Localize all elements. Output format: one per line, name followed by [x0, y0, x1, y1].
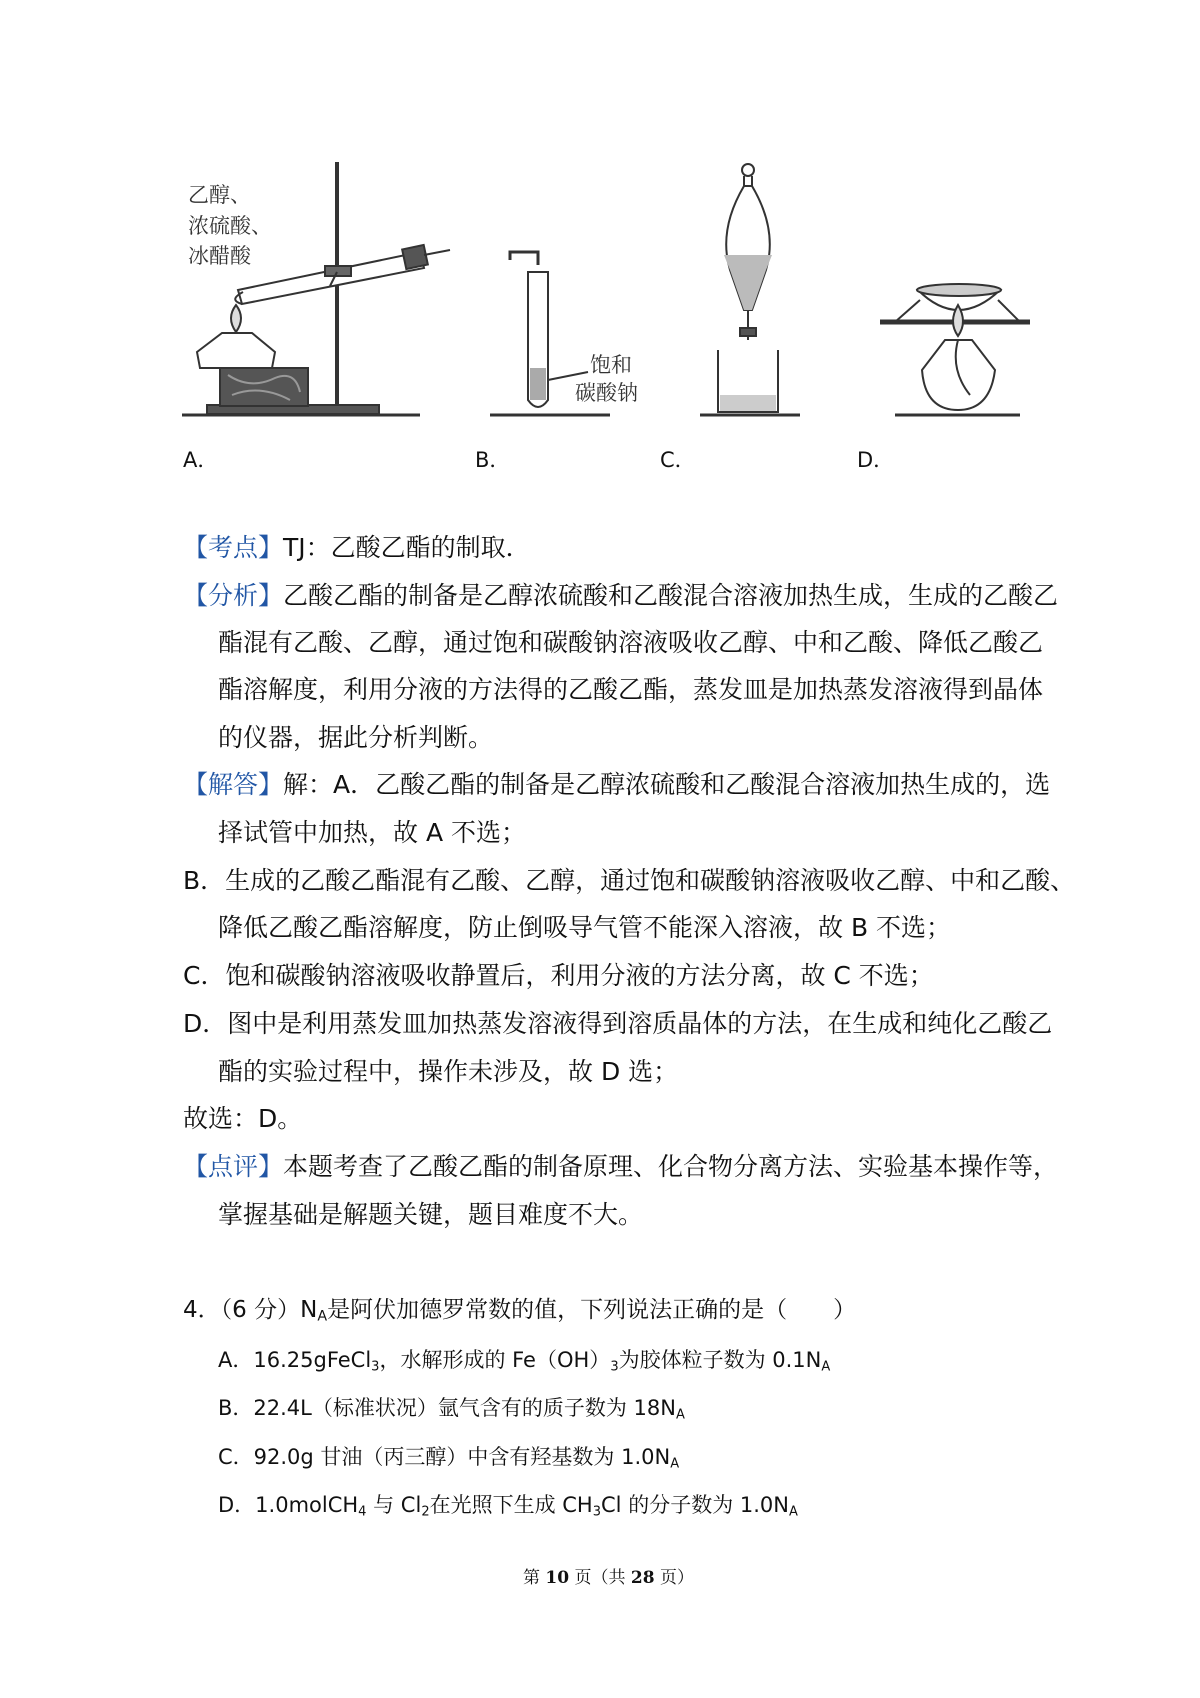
option-d-analysis-1: D．图中是利用蒸发皿加热蒸发溶液得到溶质晶体的方法，在生成和纯化乙酸乙: [183, 1009, 1053, 1038]
label-a-line2: 浓硫酸、: [188, 214, 272, 238]
apparatus-drawing: [0, 0, 1200, 440]
q4-number: 4．: [183, 1297, 221, 1323]
q4-option-c-text: C．92.0g 甘油（丙三醇）中含有羟基数为 1.0N: [218, 1445, 671, 1469]
q4-option-b-sub: A: [675, 1407, 685, 1423]
q4-option-d-sub-4: A: [788, 1504, 798, 1520]
q4-option-a: [218, 1347, 830, 1373]
apparatus-figure: [0, 0, 1200, 440]
q4-option-a-text-1: A．16.25gFeCl: [218, 1348, 372, 1372]
jieda-tag: 【解答】: [183, 770, 284, 799]
q4-option-c: [218, 1444, 679, 1470]
q4-option-d-sub-3: 3: [592, 1504, 602, 1520]
q4-option-a-sub-3: A: [821, 1359, 831, 1375]
figure-option-d: D．: [857, 448, 895, 472]
answer-line: 故选：D。: [183, 1104, 303, 1133]
option-b-analysis-2: 降低乙酸乙酯溶解度，防止倒吸导气管不能深入溶液，故 B 不选；: [218, 913, 952, 942]
footer-total-pages: 28: [630, 1568, 655, 1588]
apparatus-c: [700, 164, 800, 415]
fenxi-tag: 【分析】: [183, 581, 284, 610]
q4-option-b-text: B．22.4L（标准状况）氩气含有的质子数为 18N: [218, 1396, 676, 1420]
footer-page-number: 10: [545, 1568, 570, 1588]
figure-option-a: A．: [183, 448, 219, 472]
label-a-line3: 冰醋酸: [188, 244, 251, 268]
fenxi-text-4: 的仪器，据此分析判断。: [218, 723, 494, 752]
q4-option-d-text-3: 在光照下生成 CH: [429, 1493, 593, 1517]
fenxi-text-2: 酯混有乙酸、乙醇，通过饱和碳酸钠溶液吸收乙醇、中和乙酸、降低乙酸乙: [218, 628, 1044, 657]
q4-option-a-text-3: 为胶体粒子数为 0.1N: [618, 1348, 822, 1372]
footer-pre: 第: [523, 1568, 546, 1588]
figure-option-b: B．: [475, 448, 511, 472]
jieda-text-2: 择试管中加热，故 A 不选；: [218, 818, 526, 847]
page-footer: [523, 1563, 694, 1588]
q4-score: （6 分）: [220, 1297, 301, 1323]
kaodian-text: TJ：乙酸乙酯的制取．: [283, 533, 531, 562]
jieda-line-1: [183, 769, 1050, 801]
label-b-line2: 碳酸钠: [575, 381, 638, 405]
footer-mid: 页（共: [569, 1568, 631, 1588]
kaodian-tag: 【考点】: [183, 533, 284, 562]
fenxi-line-1: [183, 580, 1058, 612]
dianping-tag: 【点评】: [183, 1152, 284, 1181]
q4-option-d: [218, 1492, 798, 1518]
label-a-line1: 乙醇、: [188, 183, 251, 207]
fenxi-text-3: 酯溶解度，利用分液的方法得的乙酸乙酯，蒸发皿是加热蒸发溶液得到晶体: [218, 675, 1044, 704]
dianping-text-2: 掌握基础是解题关键，题目难度不大。: [218, 1200, 644, 1229]
q4-option-d-text-2: 与 Cl: [366, 1493, 422, 1517]
q4-na: N: [300, 1297, 318, 1323]
q4-option-d-text-1: D．1.0molCH: [218, 1493, 359, 1517]
q4-option-d-sub-1: 4: [358, 1504, 367, 1520]
figure-option-c: C．: [660, 448, 696, 472]
q4-option-a-text-2: ，水解形成的 Fe（OH）: [379, 1348, 611, 1372]
q4-option-a-sub-1: 3: [371, 1359, 380, 1375]
dianping-text-1: 本题考查了乙酸乙酯的制备原理、化合物分离方法、实验基本操作等，: [283, 1152, 1059, 1181]
q4-option-b: [218, 1395, 685, 1421]
kaodian-line: [183, 532, 531, 564]
fenxi-text-1: 乙酸乙酯的制备是乙醇浓硫酸和乙酸混合溶液加热生成，生成的乙酸乙: [283, 581, 1059, 610]
apparatus-d: [880, 284, 1030, 415]
label-b-line1: 饱和: [590, 353, 632, 377]
q4-option-a-sub-2: 3: [610, 1359, 619, 1375]
q4-option-d-sub-2: 2: [421, 1504, 430, 1520]
footer-post: 页）: [654, 1568, 694, 1588]
option-c-analysis: C．饱和碳酸钠溶液吸收静置后，利用分液的方法分离，故 C 不选；: [183, 961, 934, 990]
option-d-analysis-2: 酯的实验过程中，操作未涉及，故 D 选；: [218, 1057, 679, 1086]
dianping-line-1: [183, 1151, 1058, 1183]
jieda-text-1: 解：A．乙酸乙酯的制备是乙醇浓硫酸和乙酸混合溶液加热生成的，选: [283, 770, 1051, 799]
q4-option-d-text-4: Cl 的分子数为 1.0N: [601, 1493, 789, 1517]
q4-stem-text: 是阿伏加德罗常数的值，下列说法正确的是（ ）: [327, 1297, 857, 1323]
q4-option-c-sub: A: [670, 1456, 680, 1472]
q4-stem: [183, 1294, 856, 1326]
option-b-analysis-1: B．生成的乙酸乙酯混有乙酸、乙醇，通过饱和碳酸钠溶液吸收乙醇、中和乙酸、: [183, 866, 1076, 895]
q4-na-sub: A: [317, 1308, 328, 1325]
